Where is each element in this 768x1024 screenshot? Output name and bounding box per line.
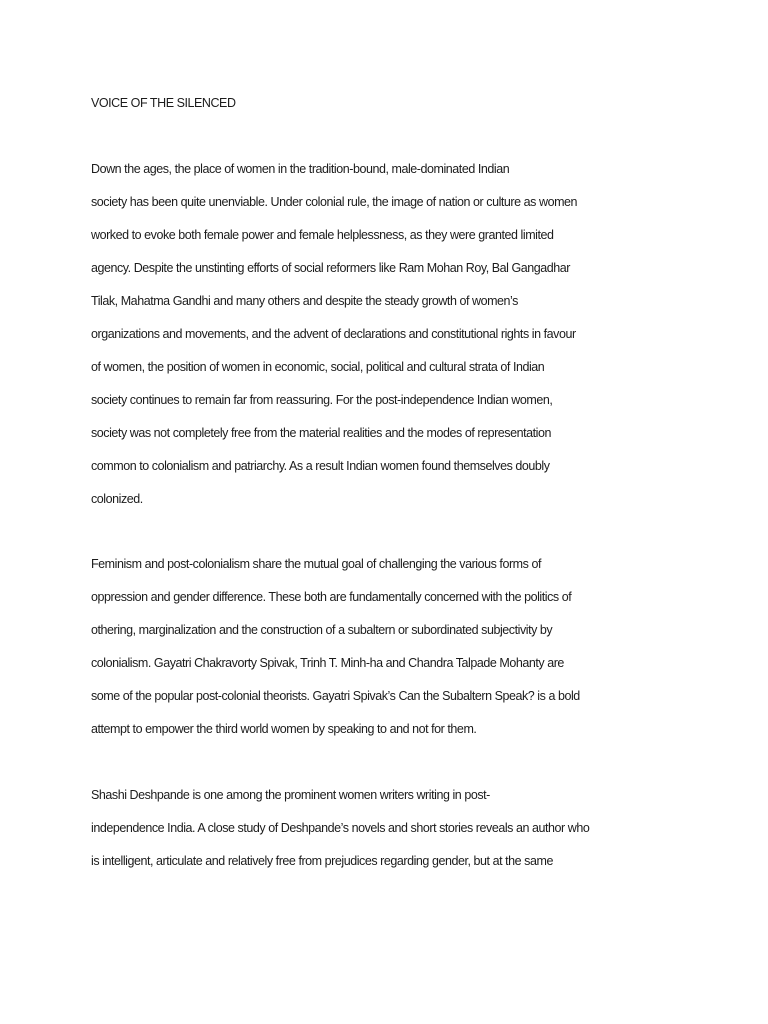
paragraph-2-line-4: colonialism. Gayatri Chakravorty Spivak, Trinh T. Minh-ha and Chandra Talpade Mohanty are — [91, 656, 564, 670]
paragraph-2-line-6: attempt to empower the third world women by speaking to and not for them. — [91, 722, 477, 736]
paragraph-2-line-1: Feminism and post-colonialism share the mutual goal of challenging the various forms of — [91, 557, 541, 571]
paragraph-1-line-3: worked to evoke both female power and female helplessness, as they were granted limited — [91, 228, 554, 242]
paragraph-1-line-7: of women, the position of women in economic, social, political and cultural strata of Indian — [91, 360, 545, 374]
paragraph-3-line-2: independence India. A close study of Deshpande’s novels and short stories reveals an author who — [91, 821, 590, 835]
paragraph-1-line-1: Down the ages, the place of women in the tradition-bound, male-dominated Indian — [91, 162, 510, 176]
paragraph-2-line-5: some of the popular post-colonial theorists. Gayatri Spivak’s Can the Subaltern Speak? is a bold — [91, 689, 580, 703]
paragraph-2-line-2: oppression and gender difference. These both are fundamentally concerned with the politics of — [91, 590, 572, 604]
document-title: VOICE OF THE SILENCED — [91, 96, 236, 110]
paragraph-3-line-1: Shashi Deshpande is one among the prominent women writers writing in post- — [91, 788, 490, 802]
paragraph-1-line-9: society was not completely free from the material realities and the modes of representation — [91, 426, 551, 440]
paragraph-1-line-8: society continues to remain far from reassuring. For the post-independence Indian women, — [91, 393, 553, 407]
paragraph-1-line-4: agency. Despite the unstinting efforts of social reformers like Ram Mohan Roy, Bal Gangadhar — [91, 261, 570, 275]
paragraph-2-line-3: othering, marginalization and the construction of a subaltern or subordinated subjectivity by — [91, 623, 553, 637]
paragraph-1-line-6: organizations and movements, and the advent of declarations and constitutional rights in favour — [91, 327, 576, 341]
paragraph-1-line-11: colonized. — [91, 492, 143, 506]
paragraph-3-line-3: is intelligent, articulate and relatively free from prejudices regarding gender, but at the same — [91, 854, 553, 868]
paragraph-1-line-10: common to colonialism and patriarchy. As a result Indian women found themselves doubly — [91, 459, 550, 473]
paragraph-1-line-2: society has been quite unenviable. Under colonial rule, the image of nation or culture as women — [91, 195, 578, 209]
paragraph-1-line-5: Tilak, Mahatma Gandhi and many others and despite the steady growth of women’s — [91, 294, 518, 308]
